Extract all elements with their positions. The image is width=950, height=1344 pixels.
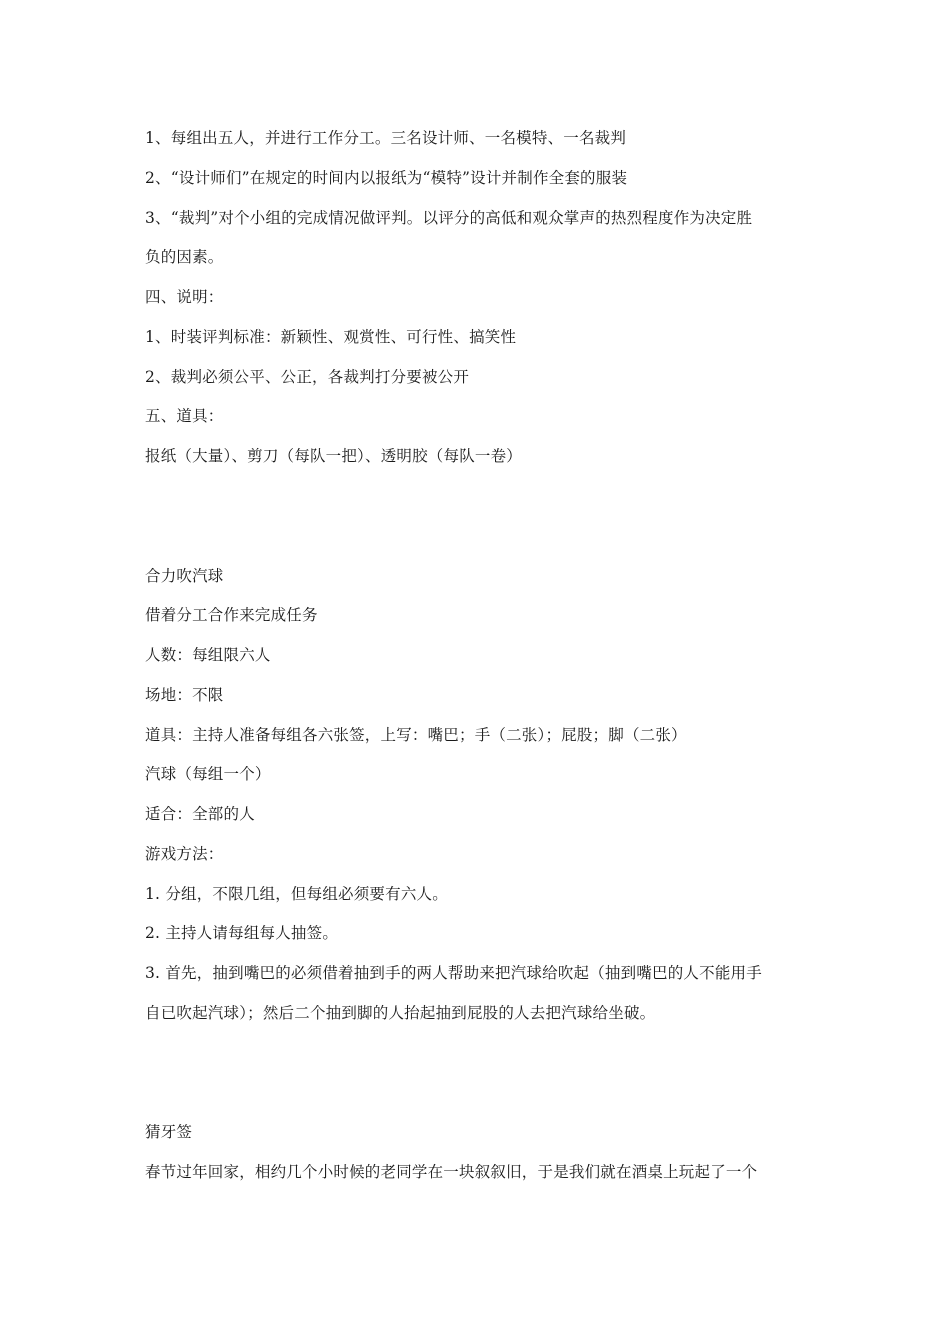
balloon-game-title: 合力吹汽球	[145, 567, 224, 585]
balloon-game-step-3-line-2: 自已吹起汽球）；然后二个抽到脚的人抬起抽到屁股的人去把汽球给坐破。	[145, 1004, 656, 1022]
balloon-game-venue: 场地：不限	[145, 686, 224, 704]
section-4-item-2: 2、裁判必须公平、公正，各裁判打分要被公开	[145, 368, 470, 386]
section-4-heading: 四、说明：	[145, 288, 224, 306]
section-4-item-1: 1、时装评判标准：新颖性、观赏性、可行性、搞笑性	[145, 328, 517, 346]
balloon-game-method-heading: 游戏方法：	[145, 845, 224, 863]
toothpick-game-title: 猜牙签	[145, 1123, 193, 1141]
balloon-game-suitable: 适合：全部的人	[145, 805, 255, 823]
section-5-props: 报纸（大量）、剪刀（每队一把）、透明胶（每队一卷）	[145, 447, 523, 465]
toothpick-game-intro-line-1: 春节过年回家，相约几个小时候的老同学在一块叙叙旧，于是我们就在酒桌上玩起了一个	[145, 1163, 758, 1181]
rule-item-3-line-2: 负的因素。	[145, 248, 224, 266]
balloon-game-subtitle: 借着分工合作来完成任务	[145, 606, 318, 624]
balloon-game-step-1: 1. 分组，不限几组，但每组必须要有六人。	[145, 885, 448, 903]
rule-item-1: 1、每组出五人，并进行工作分工。三名设计师、一名模特、一名裁判	[145, 129, 627, 147]
section-5-heading: 五、道具：	[145, 407, 224, 425]
rule-item-3-line-1: 3、“裁判”对个小组的完成情况做评判。以评分的高低和观众掌声的热烈程度作为决定胜	[145, 209, 753, 227]
rule-item-2: 2、“设计师们”在规定的时间内以报纸为“模特”设计并制作全套的服装	[145, 169, 628, 187]
balloon-game-step-3-line-1: 3. 首先，抽到嘴巴的必须借着抽到手的两人帮助来把汽球给吹起（抽到嘴巴的人不能用手	[145, 964, 762, 982]
balloon-game-props-line-1: 道具：主持人准备每组各六张签，上写：嘴巴；手（二张）；屁股；脚（二张）	[145, 726, 687, 744]
balloon-game-step-2: 2. 主持人请每组每人抽签。	[145, 924, 339, 942]
balloon-game-props-line-2: 汽球（每组一个）	[145, 765, 271, 783]
balloon-game-people: 人数：每组限六人	[145, 646, 271, 664]
